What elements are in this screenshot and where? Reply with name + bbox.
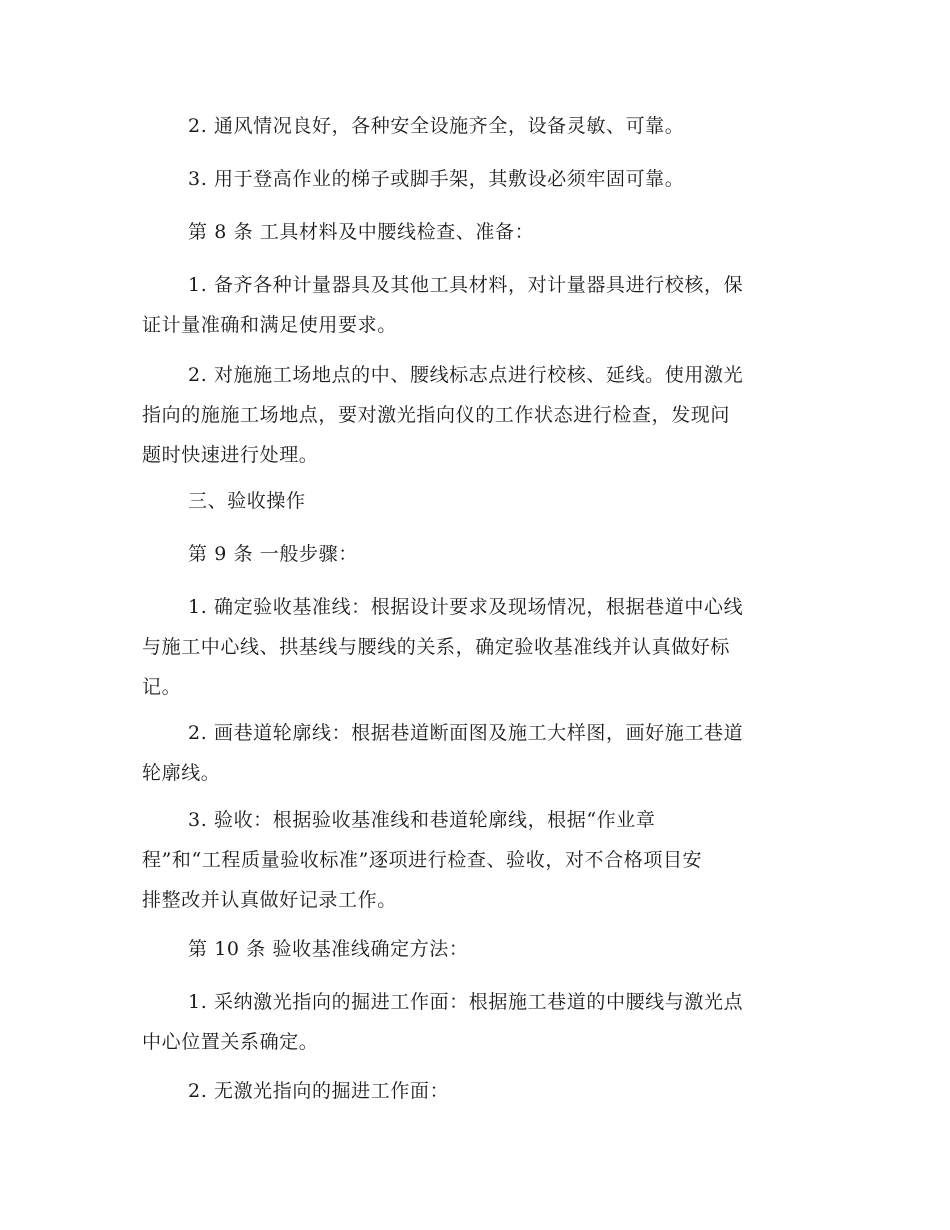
paragraph-no-laser-face	[142, 1071, 802, 1111]
paragraph-baseline	[142, 587, 802, 707]
paragraph-line: 2. 无激光指向的掘进工作面：	[188, 1080, 450, 1102]
paragraph-line: 2. 对施施工场地点的中、腰线标志点进行校核、延线。使用激光	[188, 364, 744, 386]
paragraph-line: 轮廓线。	[142, 762, 221, 784]
paragraph-line: 中心位置关系确定。	[142, 1031, 319, 1053]
paragraph-ventilation	[142, 106, 802, 146]
paragraph-line: 3. 验收：根据验收基准线和巷道轮廓线，根据“作业章	[188, 809, 656, 831]
paragraph-line: 与施工中心线、拱基线与腰线的关系，确定验收基准线并认真做好标	[142, 636, 731, 658]
paragraph-line: 程”和“工程质量验收标准”逐项进行检查、验收，对不合格项目安	[142, 849, 703, 871]
section-heading-line: 三、验收操作	[188, 490, 306, 512]
article-9-heading	[142, 534, 802, 574]
paragraph-line: 1. 备齐各种计量器具及其他工具材料，对计量器具进行校核，保	[188, 274, 744, 296]
paragraph-line: 排整改并认真做好记录工作。	[142, 889, 397, 911]
article-heading-line: 第 8 条 工具材料及中腰线检查、准备：	[188, 221, 535, 243]
paragraph-line: 2. 画巷道轮廓线：根据巷道断面图及施工大样图，画好施工巷道	[188, 722, 744, 744]
paragraph-line: 1. 采纳激光指向的掘进工作面：根据施工巷道的中腰线与激光点	[188, 991, 744, 1013]
paragraph-line: 2. 通风情况良好，各种安全设施齐全，设备灵敏、可靠。	[188, 115, 685, 137]
paragraph-line: 3. 用于登高作业的梯子或脚手架，其敷设必须牢固可靠。	[188, 168, 685, 190]
paragraph-line: 1. 确定验收基准线：根据设计要求及现场情况，根据巷道中心线	[188, 596, 744, 618]
paragraph-laser-check	[142, 355, 802, 475]
paragraph-line: 指向的施施工场地点，要对激光指向仪的工作状态进行检查，发现问	[142, 404, 731, 426]
article-8-heading	[142, 212, 802, 252]
article-heading-line: 第 10 条 验收基准线确定方法：	[188, 938, 469, 960]
paragraph-tools	[142, 265, 802, 345]
paragraph-acceptance	[142, 800, 802, 920]
paragraph-line: 记。	[142, 676, 182, 698]
section-3-heading	[142, 481, 802, 521]
paragraph-contour	[142, 713, 802, 793]
paragraph-line: 题时快速进行处理。	[142, 444, 319, 466]
article-heading-line: 第 9 条 一般步骤：	[188, 543, 358, 565]
paragraph-ladder	[142, 159, 802, 199]
paragraph-line: 证计量准确和满足使用要求。	[142, 314, 397, 336]
paragraph-laser-face	[142, 982, 802, 1062]
article-10-heading	[142, 929, 802, 969]
